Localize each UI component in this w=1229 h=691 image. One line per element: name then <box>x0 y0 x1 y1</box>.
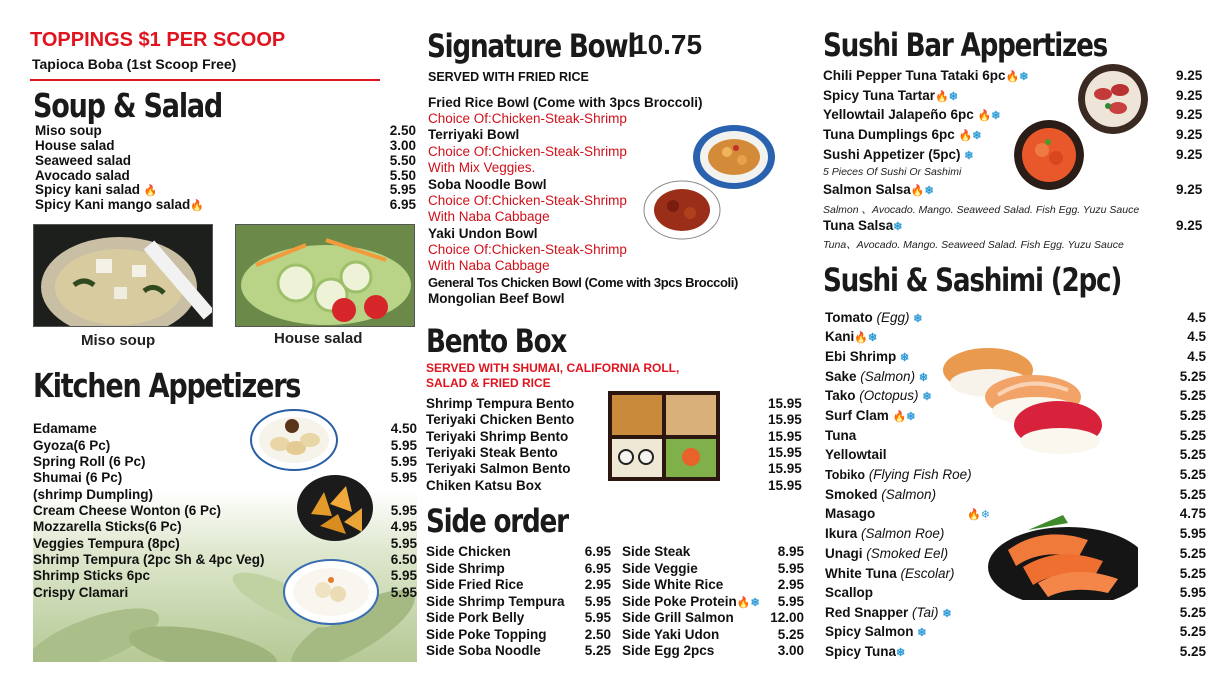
list-item: Surf Clam 🔥❄ <box>825 408 916 423</box>
signature-bowl-heading: Signature Bowl <box>427 27 636 65</box>
price: 5.25 <box>1179 428 1206 443</box>
fire-icon: 🔥 <box>935 91 949 103</box>
tataki-photo <box>1078 64 1148 134</box>
side-order-heading: Side order <box>426 502 568 540</box>
sashimi-image <box>968 505 1138 600</box>
list-item: Side Yaki Udon 5.25 <box>622 627 804 642</box>
fire-icon: 🔥 <box>854 332 868 344</box>
soba-bowl-image <box>643 180 721 240</box>
list-item: Ikura (Salmon Roe) <box>825 526 945 541</box>
list-item: Side Shrimp Tempura 5.95 <box>426 594 611 609</box>
list-item: Gyoza(6 Pc) 5.95 <box>33 438 417 453</box>
list-item: Spicy Tuna❄ <box>825 644 906 659</box>
list-item: Mozzarella Sticks(6 Pc) 4.95 <box>33 519 417 534</box>
list-item: Unagi (Smoked Eel) <box>825 546 949 561</box>
price: 15.95 <box>768 478 802 493</box>
wonton-photo <box>296 474 374 542</box>
list-item: (shrimp Dumpling) <box>33 487 153 502</box>
toppings-subtitle: Tapioca Boba (1st Scoop Free) <box>32 56 237 72</box>
list-item: Mongolian Beef Bowl <box>428 291 565 306</box>
list-item: General Tos Chicken Bowl (Come with 3pcs Broccoli) <box>428 275 738 290</box>
list-item: Shrimp Tempura (2pc Sh & 4pc Veg) 6.50 <box>33 552 417 567</box>
list-item: Tako (Octopus) ❄ <box>825 388 932 403</box>
fire-icon: 🔥 <box>190 200 204 212</box>
list-item: Red Snapper (Tai) ❄ <box>825 605 952 620</box>
price: 4.75 <box>1179 506 1206 521</box>
price: 15.95 <box>768 445 802 460</box>
list-item: Miso soup 2.50 <box>35 123 416 138</box>
choice-text: Choice Of:Chicken-Steak-Shrimp <box>428 242 627 257</box>
house-salad-caption: House salad <box>274 330 363 347</box>
list-item: Spicy Salmon ❄ <box>825 624 927 639</box>
miso-soup-photo <box>33 224 213 327</box>
masago-icons <box>967 506 990 521</box>
list-item: Side Soba Noodle 5.25 <box>426 643 611 658</box>
list-item: Teriyaki Steak Bento <box>426 445 558 460</box>
list-item: Shrimp Sticks 6pc 5.95 <box>33 568 417 583</box>
list-item: Spring Roll (6 Pc) 5.95 <box>33 454 417 469</box>
toppings-divider <box>30 79 380 81</box>
signature-bowl-price: 10.75 <box>632 29 703 60</box>
sushi-appetizer-note: 5 Pieces Of Sushi Or Sashimi <box>823 166 962 178</box>
fire-icon: 🔥 <box>967 509 981 521</box>
choice-text: With Naba Cabbage <box>428 209 550 224</box>
list-item: Spicy Tuna Tartar🔥❄ <box>823 88 958 103</box>
list-item: Side Shrimp 6.95 <box>426 561 611 576</box>
snowflake-icon: ❄ <box>918 372 929 384</box>
tuna-dumplings-image <box>1014 120 1084 190</box>
list-item: Side Chicken 6.95 <box>426 544 611 559</box>
price: 5.25 <box>1179 624 1206 639</box>
list-item: White Tuna (Escolar) <box>825 566 955 581</box>
list-item: Seaweed salad 5.50 <box>35 153 416 168</box>
price: 5.25 <box>1179 369 1206 384</box>
price: 9.25 <box>1176 127 1203 142</box>
price: 5.25 <box>1179 566 1206 581</box>
nigiri-photo <box>938 325 1103 460</box>
soba-bowl-photo <box>643 180 721 240</box>
snowflake-icon: ❄ <box>948 91 958 103</box>
list-item: Yellowtail <box>825 447 887 462</box>
list-item: Side Egg 2pcs 3.00 <box>622 643 804 658</box>
price: 5.25 <box>1179 644 1206 659</box>
price: 5.25 <box>1179 467 1206 482</box>
snowflake-icon: ❄ <box>896 647 906 659</box>
nigiri-image <box>938 325 1103 460</box>
list-item: Teriyaki Chicken Bento <box>426 412 575 427</box>
price: 4.5 <box>1187 310 1206 325</box>
list-item: Chili Pepper Tuna Tataki 6pc🔥❄ <box>823 68 1029 83</box>
snowflake-icon: ❄ <box>972 130 982 142</box>
list-item: Cream Cheese Wonton (6 Pc) 5.95 <box>33 503 417 518</box>
price: 9.25 <box>1176 147 1203 162</box>
shumai-image <box>283 558 379 626</box>
list-item: Edamame 4.50 <box>33 421 417 436</box>
soup-salad-heading: Soup & Salad <box>33 86 223 125</box>
list-item: Teriyaki Salmon Bento <box>426 461 571 476</box>
wonton-image <box>296 474 374 542</box>
snowflake-icon: ❄ <box>980 509 990 521</box>
house-salad-image <box>236 225 414 326</box>
list-item: Side Poke Topping 2.50 <box>426 627 611 642</box>
list-item: Yaki Undon Bowl <box>428 226 538 241</box>
price: 9.25 <box>1176 182 1203 197</box>
bento-served-2: SALAD & FRIED RICE <box>426 376 551 390</box>
price: 5.25 <box>1179 447 1206 462</box>
price: 15.95 <box>768 412 802 427</box>
fire-icon: 🔥 <box>892 411 907 423</box>
choice-text: Choice Of:Chicken-Steak-Shrimp <box>428 144 627 159</box>
house-salad-photo <box>235 224 415 327</box>
fire-icon: 🔥 <box>1005 71 1020 83</box>
price: 5.95 <box>1179 585 1206 600</box>
tuna-salsa-note: Tuna、Avocado. Mango. Seaweed Salad. Fish Egg. Yuzu Sauce <box>823 239 1124 251</box>
list-item: Side Poke Protein🔥❄ 5.95 <box>622 594 804 609</box>
price: 4.5 <box>1187 349 1206 364</box>
snowflake-icon: ❄ <box>964 150 974 162</box>
choice-text: With Mix Veggies. <box>428 160 536 175</box>
list-item: Teriyaki Shrimp Bento <box>426 429 569 444</box>
price: 9.25 <box>1176 88 1203 103</box>
miso-soup-image <box>34 225 212 326</box>
list-item: Side Pork Belly 5.95 <box>426 610 611 625</box>
list-item: Side Steak 8.95 <box>622 544 804 559</box>
list-item: Side Veggie 5.95 <box>622 561 804 576</box>
miso-soup-caption: Miso soup <box>81 332 156 349</box>
list-item: Side White Rice 2.95 <box>622 577 804 592</box>
salmon-salsa-note: Salmon 、Avocado. Mango. Seaweed Salad. Fish Egg. Yuzu Sauce <box>823 204 1140 216</box>
list-item: Soba Noodle Bowl <box>428 177 547 192</box>
snowflake-icon: ❄ <box>1019 71 1029 83</box>
list-item: Chiken Katsu Box <box>426 478 542 493</box>
snowflake-icon: ❄ <box>750 597 760 609</box>
bento-box-image <box>608 391 720 481</box>
price: 15.95 <box>768 461 802 476</box>
price: 5.25 <box>1179 546 1206 561</box>
snowflake-icon: ❄ <box>906 411 916 423</box>
price: 5.25 <box>1179 487 1206 502</box>
list-item: Crispy Clamari 5.95 <box>33 585 417 600</box>
snowflake-icon: ❄ <box>924 185 934 197</box>
price: 4.5 <box>1187 329 1206 344</box>
list-item: Smoked (Salmon) <box>825 487 937 502</box>
list-item: Side Fried Rice 2.95 <box>426 577 611 592</box>
fire-icon: 🔥 <box>143 185 158 197</box>
snowflake-icon: ❄ <box>913 313 923 325</box>
list-item: Tuna <box>825 428 857 443</box>
list-item: Tomato (Egg) ❄ <box>825 310 923 325</box>
price: 15.95 <box>768 396 802 411</box>
bento-served-1: SERVED WITH SHUMAI, CALIFORNIA ROLL, <box>426 361 680 375</box>
choice-text: Choice Of:Chicken-Steak-Shrimp <box>428 193 627 208</box>
snowflake-icon: ❄ <box>991 110 1001 122</box>
bento-box-photo <box>608 391 720 481</box>
fire-icon: 🔥 <box>736 597 751 609</box>
snowflake-icon: ❄ <box>867 332 878 344</box>
list-item: Tobiko (Flying Fish Roe) <box>825 467 972 482</box>
snowflake-icon: ❄ <box>922 391 932 403</box>
choice-text: Choice Of:Chicken-Steak-Shrimp <box>428 111 627 126</box>
list-item: Sake (Salmon) ❄ <box>825 369 929 384</box>
list-item: Yellowtail Jalapeño 6pc 🔥❄ <box>823 107 1001 122</box>
price: 5.25 <box>1179 605 1206 620</box>
list-item: Terriyaki Bowl <box>428 127 520 142</box>
fire-icon: 🔥 <box>958 130 973 142</box>
list-item: Spicy Kani mango salad🔥 6.95 <box>35 197 416 212</box>
price: 9.25 <box>1176 107 1203 122</box>
list-item: Veggies Tempura (8pc) 5.95 <box>33 536 417 551</box>
list-item: Shumai (6 Pc) 5.95 <box>33 470 417 485</box>
list-item: Fried Rice Bowl (Come with 3pcs Broccoli) <box>428 95 703 110</box>
list-item: Sushi Appetizer (5pc) ❄ <box>823 147 974 162</box>
fire-icon: 🔥 <box>910 185 925 197</box>
list-item: Kani🔥❄ <box>825 329 878 344</box>
price: 9.25 <box>1176 218 1203 233</box>
sashimi-photo <box>968 505 1138 600</box>
signature-served: SERVED WITH FRIED RICE <box>428 70 589 84</box>
tataki-image <box>1078 64 1148 134</box>
list-item: Spicy kani salad 🔥 5.95 <box>35 182 416 197</box>
price: 5.25 <box>1179 388 1206 403</box>
snowflake-icon: ❄ <box>893 221 903 233</box>
list-item: Side Grill Salmon 12.00 <box>622 610 804 625</box>
list-item: House salad 3.00 <box>35 138 416 153</box>
list-item: Salmon Salsa🔥❄ <box>823 182 934 197</box>
sushi-sashimi-heading: Sushi & Sashimi (2pc) <box>823 261 1122 299</box>
tuna-dumplings-photo <box>1014 120 1084 190</box>
list-item: Tuna Dumplings 6pc 🔥❄ <box>823 127 982 142</box>
list-item: Shrimp Tempura Bento <box>426 396 575 411</box>
kitchen-appetizers-heading: Kitchen Appetizers <box>33 366 301 405</box>
list-item: Avocado salad 5.50 <box>35 168 416 183</box>
choice-text: With Naba Cabbage <box>428 258 550 273</box>
snowflake-icon: ❄ <box>942 608 952 620</box>
bento-box-heading: Bento Box <box>426 322 567 360</box>
list-item: Tuna Salsa❄ <box>823 218 903 233</box>
price: 5.25 <box>1179 408 1206 423</box>
price: 5.95 <box>1179 526 1206 541</box>
shumai-photo <box>283 558 379 626</box>
toppings-title: TOPPINGS $1 PER SCOOP <box>30 29 286 51</box>
snowflake-icon: ❄ <box>900 352 910 364</box>
snowflake-icon: ❄ <box>917 627 927 639</box>
sushi-bar-heading: Sushi Bar Appertizes <box>823 26 1108 64</box>
price: 9.25 <box>1176 68 1203 83</box>
price: 15.95 <box>768 429 802 444</box>
list-item: Scallop <box>825 585 874 600</box>
fire-icon: 🔥 <box>977 110 992 122</box>
list-item: Masago <box>825 506 876 521</box>
list-item: Ebi Shrimp ❄ <box>825 349 910 364</box>
